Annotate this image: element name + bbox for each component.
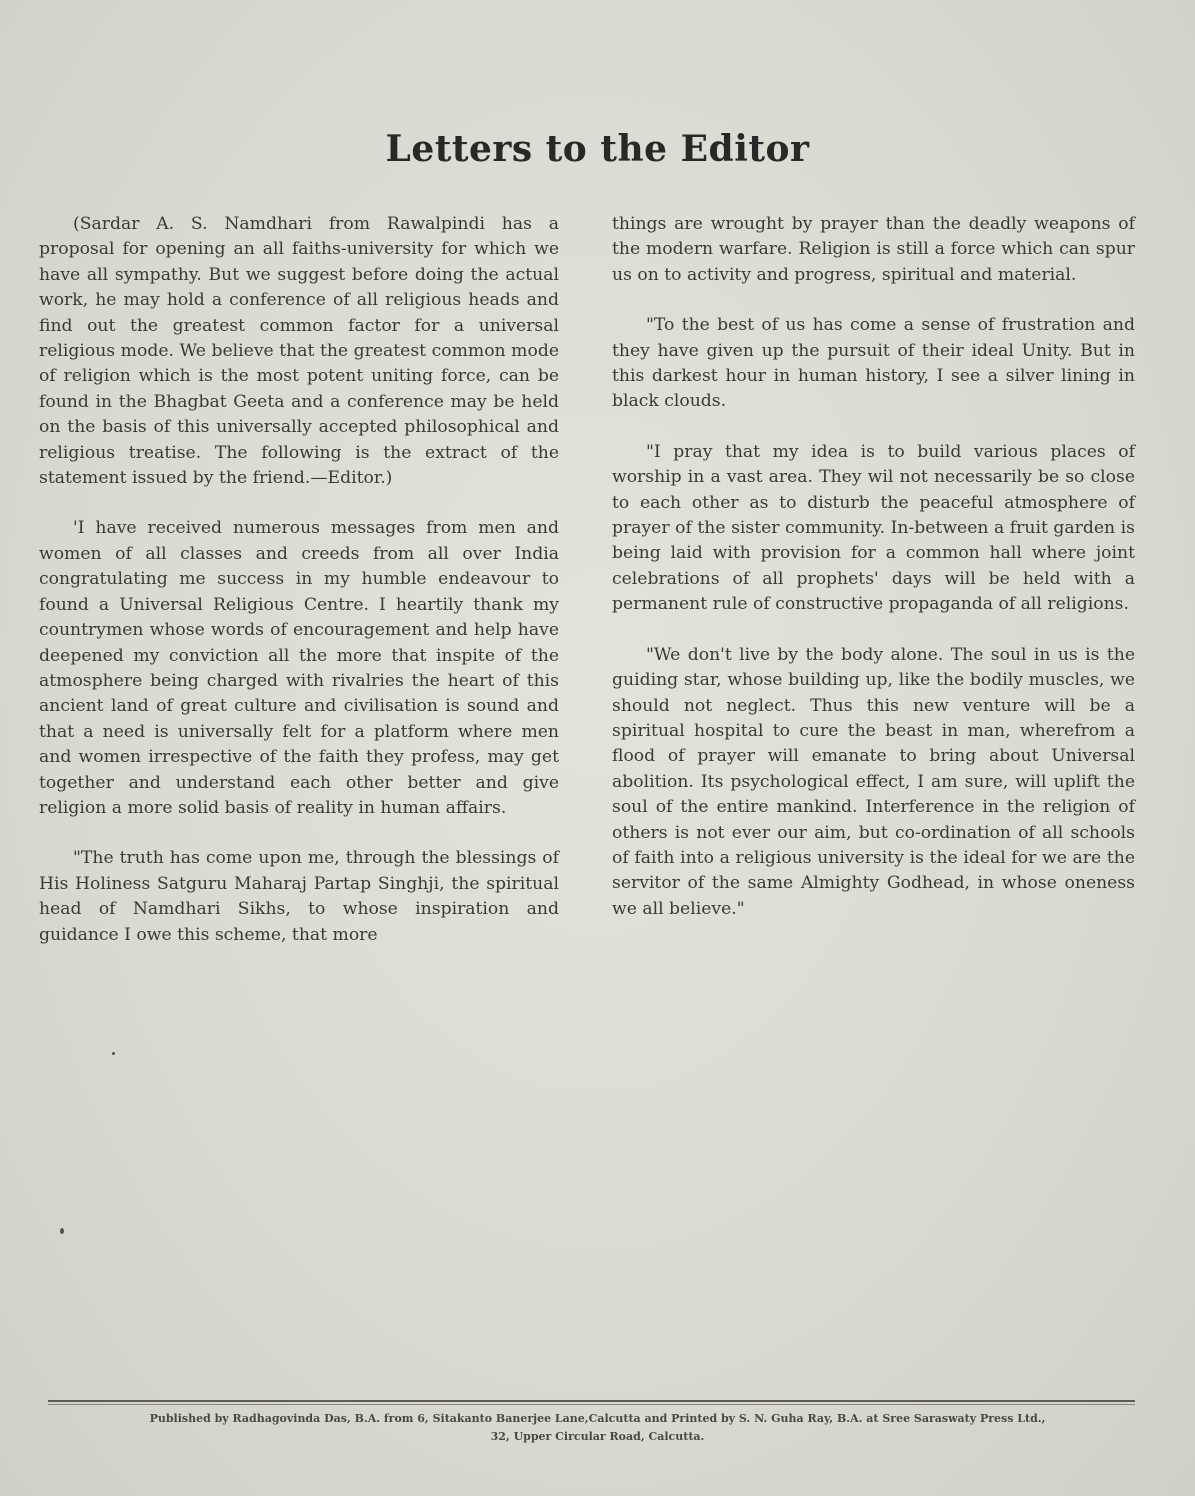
ink-speck xyxy=(112,1052,115,1055)
footer-rule xyxy=(48,1400,1135,1402)
ink-speck xyxy=(60,1228,64,1234)
right-column xyxy=(612,212,1135,947)
letter-paragraph-5: "We don't live by the body alone. The soul in us is the guiding star, whose building up, like the bodily muscles, we should not neglect. Thus this new venture will be a spiritual hospital to cure the beast in man, wherefrom a flood of prayer will emanate to bring about Universal abolition. Its psychological effect, I am sure, will uplift the soul of the entire mankind. Interference in the religion of others is not ever our aim, but co-ordination of all schools of faith into a religious university is the ideal for we are the servitor of the same Almighty Godhead, in whose oneness we all believe." xyxy=(612,644,1135,919)
left-column xyxy=(39,212,559,973)
letter-paragraph-3: "To the best of us has come a sense of frustration and they have given up the pursuit of their ideal Unity. But in this darkest hour in human history, I see a silver lining in black clouds. xyxy=(612,315,1135,412)
imprint-line-2: 32, Upper Circular Road, Calcutta. xyxy=(490,1430,705,1443)
imprint-footer xyxy=(0,1410,1195,1446)
page-title: Letters to the Editor xyxy=(385,128,810,170)
letter-paragraph-1: 'I have received numerous messages from men and women of all classes and creeds from all over India congratulating me success in my humble endeavour to found a Universal Religious Centre. I heartily thank my countrymen whose words of encouragement and help have deepened my conviction all the more that inspite of the atmosphere being charged with rivalries the heart of this ancient land of great culture and civilisation is sound and that a need is universally felt for a platform where men and women irrespective of the faith they profess, may get together and understand each other better and give religion a more solid basis of reality in human affairs. xyxy=(39,518,559,818)
imprint-line-1: Published by Radhagovinda Das, B.A. from 6, Sitakanto Banerjee Lane,Calcutta and Printed by S. N. Guha Ray, B.A. at Sree Saraswaty Press Ltd., xyxy=(149,1412,1046,1425)
letter-paragraph-2: "The truth has come upon me, through the blessings of His Holiness Satguru Maharaj Partap Singhji, the spiritual head of Namdhari Sikhs, to whose inspiration and guidance I owe this scheme, that more xyxy=(39,848,559,945)
letter-paragraph-2-continued: things are wrought by prayer than the deadly weapons of the modern warfare. Religion is still a force which can spur us on to activity and progress, spiritual and material. xyxy=(612,214,1135,285)
footer-rule-thin xyxy=(48,1404,1135,1405)
letter-paragraph-4: "I pray that my idea is to build various places of worship in a vast area. They wil not necessarily be so close to each other as to disturb the peaceful atmosphere of prayer of the sister community. In-between a fruit garden is being laid with provision for a common hall where joint celebrations of all prophets' days will be held with a permanent rule of constructive propaganda of all religions. xyxy=(612,441,1135,615)
editor-note-paragraph: (Sardar A. S. Namdhari from Rawalpindi has a proposal for opening an all faiths-university for which we have all sympathy. But we suggest before doing the actual work, he may hold a conference of all religious heads and find out the greatest common factor for a universal religious mode. We believe that the greatest common mode of religion which is the most potent uniting force, can be found in the Bhagbat Geeta and a conference may be held on the basis of this universally accepted philosophical and religious treatise. The following is the extract of the statement issued by the friend.—Editor.) xyxy=(39,214,559,489)
